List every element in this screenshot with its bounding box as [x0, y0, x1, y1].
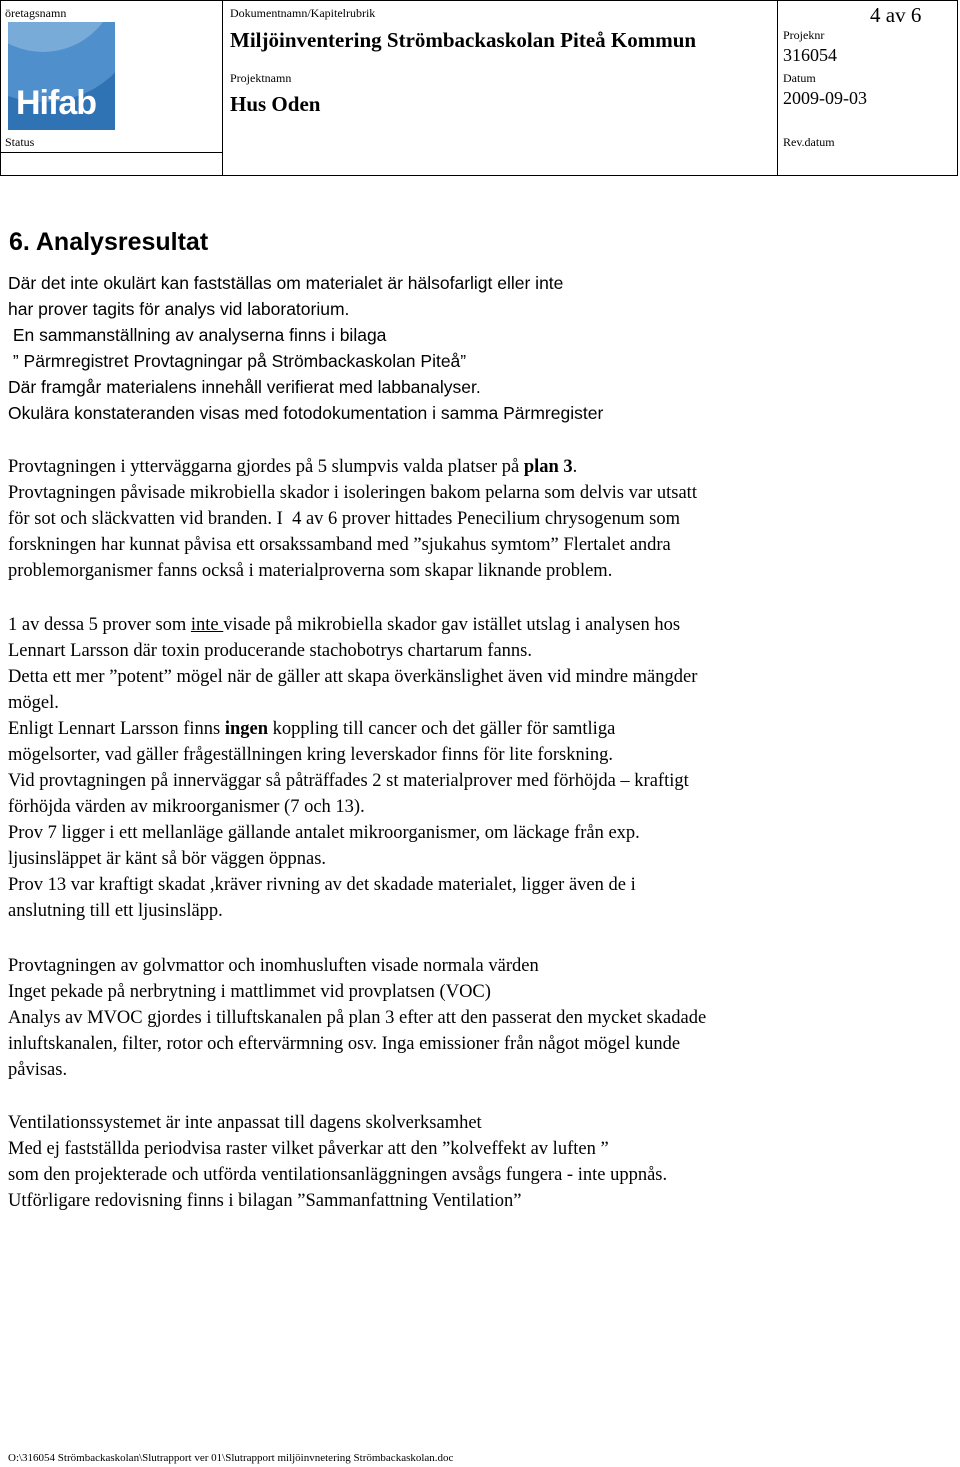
revdatum-label: Rev.datum: [783, 135, 835, 149]
text-line: Prov 13 var kraftigt skadat ,kräver rivning av det skadade materialet, ligger även de i: [8, 875, 636, 895]
text-line: Där det inte okulärt kan fastställas om materialet är hälsofarligt eller inte: [8, 273, 564, 293]
status-label: Status: [5, 135, 35, 149]
text-line: Vid provtagningen på innerväggar så påträffades 2 st materialprover med förhöjda – kraftigt: [8, 771, 689, 791]
document-title: Miljöinventering Strömbackaskolan Piteå Kommun: [230, 28, 697, 52]
text-span: Provtagningen i ytterväggarna gjordes på 5 slumpvis valda platser på: [8, 457, 524, 477]
intro-paragraph: [8, 270, 908, 426]
footer-file-path: O:\316054 Strömbackaskolan\Slutrapport ver 01\Slutrapport miljöinvnetering Strömbackaskolan.doc: [8, 1452, 454, 1464]
outer-wall-paragraph: [8, 454, 908, 584]
text-line: Med ej fastställda periodvisa raster vilket påverkar att den ”kolveffekt av luften ”: [8, 1139, 609, 1159]
text-line: Lennart Larsson där toxin producerande stachobotrys chartarum fanns.: [8, 641, 532, 661]
text-line: Ventilationssystemet är inte anpassat till dagens skolverksamhet: [8, 1113, 482, 1133]
projektnamn-label: Projektnamn: [230, 71, 292, 85]
text-line: problemorganismer fanns också i materialproverna som skapar liknande problem.: [8, 561, 613, 581]
text-span: .: [572, 457, 578, 477]
text-line: Inget pekade på nerbrytning i mattlimmet vid provplatsen (VOC): [8, 982, 491, 1002]
header-divider-1: [222, 0, 223, 176]
text-line: Prov 7 ligger i ett mellanläge gällande antalet mikroorganismer, om läckage från exp.: [8, 823, 640, 843]
inte-underlined: inte: [190, 615, 224, 635]
mold-paragraph: [8, 612, 908, 924]
floor-air-paragraph: [8, 953, 908, 1083]
text-line: som den projekterade och utförda ventilationsanläggningen avsågs fungera - inte uppnås.: [8, 1165, 668, 1185]
text-span: visade på mikrobiella skador gav istället utslag i analysen hos: [223, 615, 681, 635]
text-span: koppling till cancer och det gäller för samtliga: [268, 719, 616, 739]
text-line: förhöjda värden av mikroorganismer (7 och 13).: [8, 797, 365, 817]
text-line: anslutning till ett ljusinsläpp.: [8, 901, 223, 921]
text-line: Där framgår materialens innehåll verifierat med labbanalyser.: [8, 377, 481, 397]
text-line: påvisas.: [8, 1060, 68, 1080]
text-line: inluftskanalen, filter, rotor och eftervärmning osv. Inga emissioner från något mögel kunde: [8, 1034, 681, 1054]
text-line: Utförligare redovisning finns i bilagan ”Sammanfattning Ventilation”: [8, 1191, 522, 1211]
text-line: [8, 612, 908, 638]
text-line: ljusinsläppet är känt så bör väggen öppnas.: [8, 849, 327, 869]
project-name: Hus Oden: [230, 92, 321, 116]
text-line: för sot och släckvatten vid branden. I 4 av 6 prover hittades Penecilium chrysogenum som: [8, 509, 680, 529]
text-span: Enligt Lennart Larsson finns: [8, 719, 225, 739]
text-line: En sammanställning av analyserna finns i bilaga: [8, 325, 387, 345]
text-span: 1 av dessa 5 prover som: [8, 615, 191, 635]
text-line: Detta ett mer ”potent” mögel när de gäller att skapa överkänslighet även vid mindre mängder: [8, 667, 698, 687]
datum-label: Datum: [783, 71, 816, 85]
text-line: Analys av MVOC gjordes i tilluftskanalen på plan 3 efter att den passerat den mycket skadade: [8, 1008, 707, 1028]
text-line: Okulära konstateranden visas med fotodokumentation i samma Pärmregister: [8, 403, 604, 423]
text-line: Provtagningen av golvmattor och inomhusluften visade normala värden: [8, 956, 539, 976]
logo-text: Hifab: [16, 84, 96, 122]
project-number: 316054: [783, 45, 837, 65]
text-line: ” Pärmregistret Provtagningar på Strömbackaskolan Piteå”: [8, 351, 467, 371]
text-line: mögelsorter, vad gäller frågeställningen kring leverskador finns för lite forskning.: [8, 745, 613, 765]
header-divider-2: [777, 0, 778, 176]
document-date: 2009-09-03: [783, 88, 867, 108]
ventilation-paragraph: [8, 1110, 908, 1214]
text-line: har prover tagits för analys vid laboratorium.: [8, 299, 350, 319]
text-line: [8, 716, 908, 742]
page-indicator: 4 av 6: [870, 3, 922, 27]
hifab-logo: [8, 22, 115, 130]
text-line: forskningen har kunnat påvisa ett orsakssamband med ”sjukahus symtom” Flertalet andra: [8, 535, 671, 555]
plan-3-bold: plan 3: [523, 457, 573, 477]
header-divider-3: [0, 152, 222, 153]
projeknr-label: Projeknr: [783, 28, 825, 42]
text-line: [8, 454, 908, 480]
text-line: Provtagningen påvisade mikrobiella skador i isoleringen bakom pelarna som delvis var utsatt: [8, 483, 697, 503]
section-heading: 6. Analysresultat: [9, 228, 209, 256]
text-line: mögel.: [8, 693, 59, 713]
chapter-label: Dokumentnamn/Kapitelrubrik: [230, 6, 376, 20]
company-label: öretagsnamn: [5, 6, 67, 20]
ingen-bold: ingen: [224, 719, 269, 739]
